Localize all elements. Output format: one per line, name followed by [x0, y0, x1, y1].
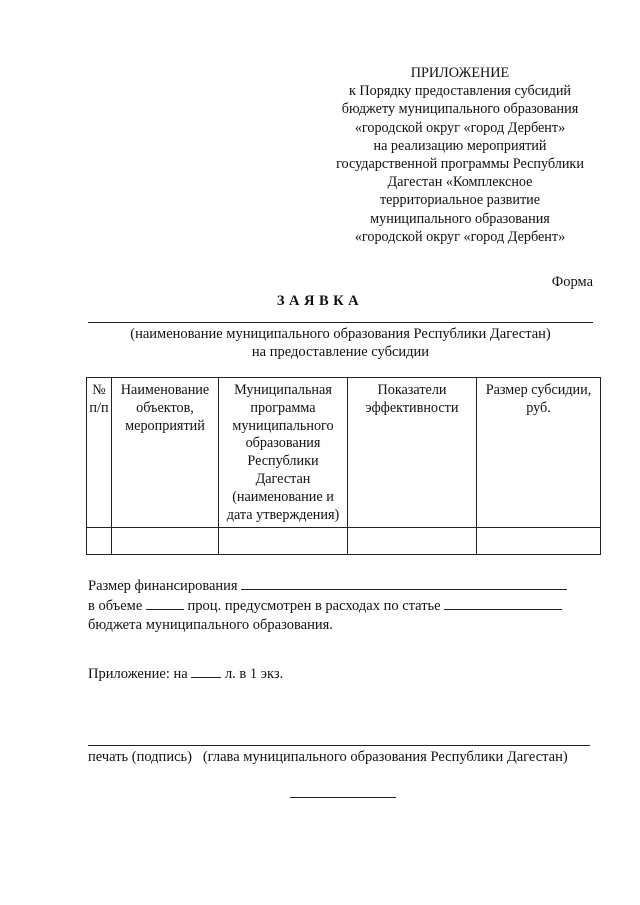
volume-line — [88, 596, 598, 616]
municipality-name-line — [88, 322, 593, 323]
caption-line-municipality: (наименование муниципального образования Республики Дагестан) — [130, 326, 551, 342]
table-cell[interactable] — [477, 528, 601, 555]
caption-line-subsidy: на предоставление субсидии — [251, 344, 430, 360]
col-header-indicators: Показатели эффективности — [348, 378, 477, 528]
attachment-line — [88, 664, 598, 684]
table-header-row — [87, 378, 601, 528]
appendix-title: ПРИЛОЖЕНИЕ — [410, 65, 510, 81]
caption-block — [88, 325, 593, 361]
appendix-line: «городской округ «город Дербент» — [354, 228, 566, 245]
financing-amount-field[interactable] — [241, 576, 567, 590]
attachment-prefix: Приложение: на — [88, 666, 188, 682]
financing-line — [88, 576, 598, 596]
appendix-line: бюджету муниципального образования — [341, 101, 579, 118]
application-table — [86, 377, 601, 555]
appendix-line: территориальное развитие — [379, 192, 541, 209]
col-header-objects: Наименование объектов, мероприятий — [112, 378, 219, 528]
volume-prefix: в объеме — [88, 598, 143, 614]
document-title: ЗАЯВКА — [276, 293, 364, 309]
financing-label: Размер финансирования — [88, 578, 238, 594]
appendix-line: Дагестан «Комплексное — [387, 174, 533, 191]
col-header-program: Муниципальная программа муниципального образования Республики Дагестан (наименование и дата утверждения) — [219, 378, 348, 528]
closing-line — [290, 797, 396, 798]
budget-line: бюджета муниципального образования. — [88, 617, 333, 633]
table-cell[interactable] — [348, 528, 477, 555]
form-label: Форма — [551, 274, 593, 290]
col-header-subsidy: Размер субсидии, руб. — [477, 378, 601, 528]
table-cell[interactable] — [87, 528, 112, 555]
col-header-number: № п/п — [87, 378, 112, 528]
table-row — [87, 528, 601, 555]
appendix-line: на реализацию мероприятий — [373, 137, 547, 154]
financing-block — [88, 576, 598, 635]
appendix-line: к Порядку предоставления субсидий — [348, 83, 572, 100]
appendix-line: муниципального образования — [370, 210, 550, 227]
attachment-suffix: л. в 1 экз. — [224, 666, 284, 682]
budget-article-field[interactable] — [444, 596, 562, 610]
table-cell[interactable] — [112, 528, 219, 555]
table-cell[interactable] — [219, 528, 348, 555]
appendix-block — [300, 64, 620, 246]
signature-line — [88, 745, 590, 746]
percent-field[interactable] — [146, 596, 184, 610]
volume-suffix: проц. предусмотрен в расходах по статье — [187, 598, 441, 614]
sheets-count-field[interactable] — [191, 664, 221, 678]
appendix-line: «городской округ «город Дербент» — [354, 119, 566, 136]
signature-caption: печать (подпись) (глава муниципального образования Республики Дагестан) — [88, 749, 568, 765]
appendix-line: государственной программы Республики — [336, 156, 584, 173]
